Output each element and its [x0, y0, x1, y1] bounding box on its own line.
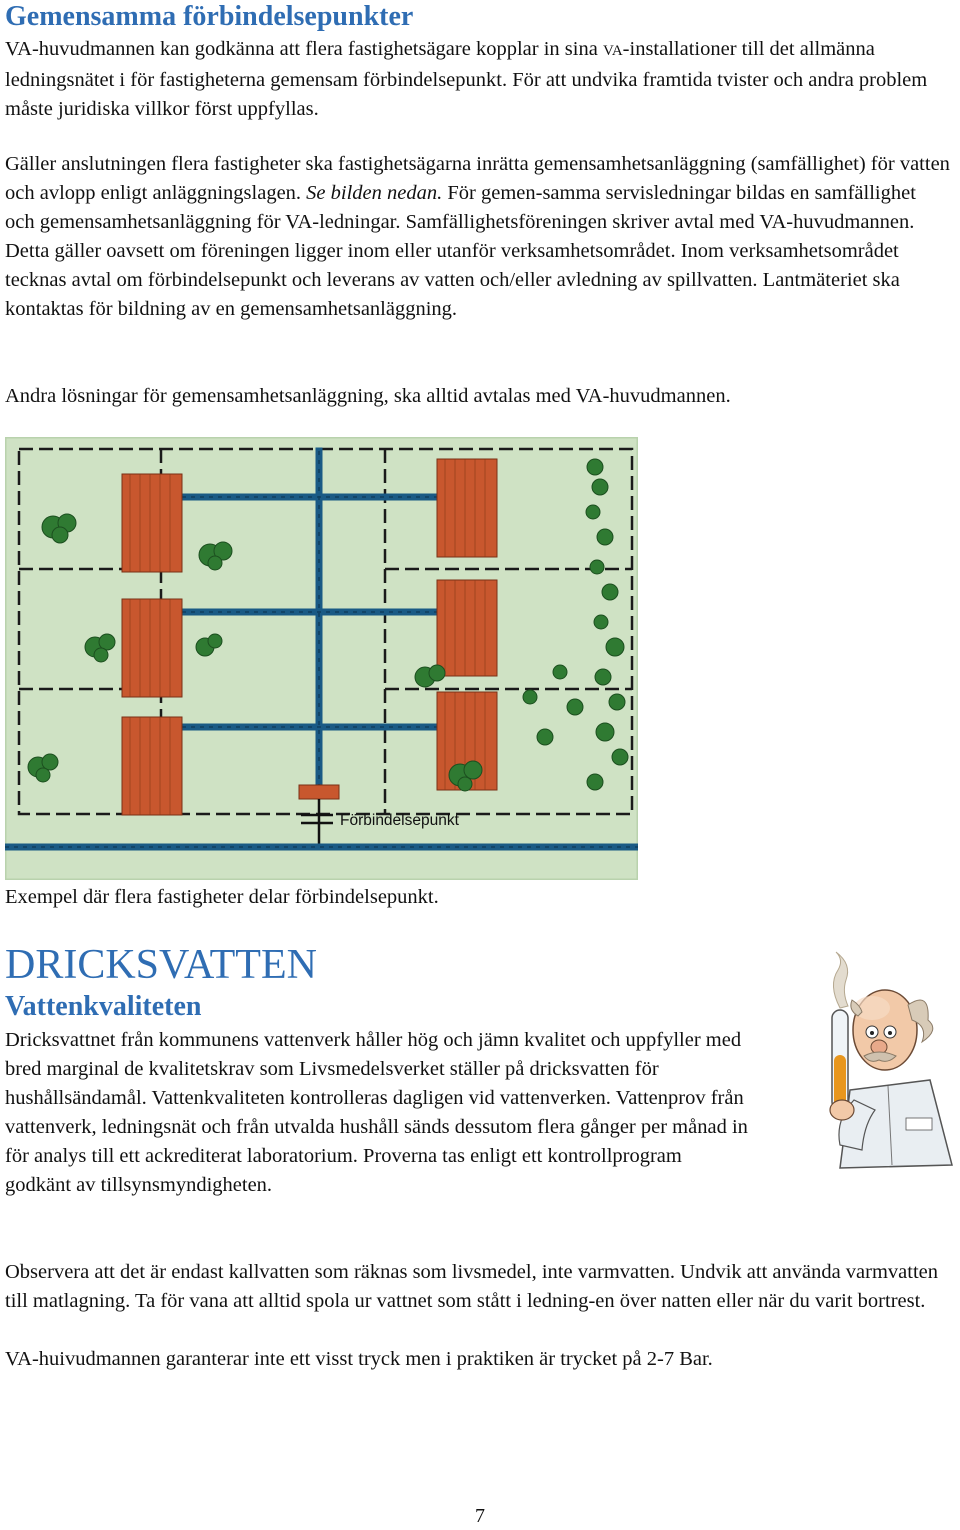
- page-number: 7: [475, 1505, 485, 1527]
- section-subtitle: Vattenkvaliteten: [5, 991, 202, 1022]
- shared-connection-diagram: [5, 437, 638, 880]
- samfallighet-paragraph: Gäller anslutningen flera fastigheter ska fastighetsägarna inrätta gemensamhetsanläggning (samfällighet) för vatten och avlopp enligt anläggningslagen. Se bilden nedan. För gemen-samma servisledningar bildas en samfällighet och gemensamhetsanläggning för VA-ledningar. Samfällighetsföreningen skriver avtal med VA-huvudmannen. Detta gäller oavsett om föreningen ligger inom eller utanför verksamhetsområdet. Inom verksamhetsområdet tecknas avtal om förbindelsepunkt och leverans av vatten och/eller avledning av spillvatten. Lantmäteriet ska kontaktas för bildning av en gemensamhetsanläggning.: [5, 153, 950, 320]
- other-solutions-paragraph: Andra lösningar för gemensamhetsanläggning, ska alltid avtalas med VA-huvudmannen.: [5, 385, 731, 407]
- water-quality-paragraph: Dricksvattnet från kommunens vattenverk håller hög och jämn kvalitet och uppfyller med bred marginal de kvalitetskrav som Livsmedelsverket ställer på dricksvatten för hushållsändamål. Vattenkvaliteten kontrolleras dagligen vid vattenverken. Vattenprov från vattenverk, ledningsnät och från utvalda hushåll sänds dessutom flera gånger per månad in för analys till ett ackrediterat laboratorium. Proverna tas enligt ett kontrollprogram godkänt av tillsynsmyndigheten.: [5, 1029, 748, 1196]
- scientist-illustration: [780, 950, 955, 1170]
- intro-paragraph: VA-huvudmannen kan godkänna att flera fastighetsägare kopplar in sina VA-installationer till det allmänna ledningsnätet i för fastigheterna gemensam förbindelsepunkt. För att undvika framtida tvister och andra problem måste juridiska villkor först uppfyllas.: [5, 38, 928, 120]
- diagram-caption: Exempel där flera fastigheter delar förbindelsepunkt.: [5, 886, 439, 908]
- section-heading: Gemensamma förbindelsepunkter: [5, 1, 414, 32]
- connection-box: [299, 785, 339, 799]
- section-title: DRICKSVATTEN: [5, 942, 317, 988]
- pressure-paragraph: VA-huivudmannen garanterar inte ett visst tryck men i praktiken är trycket på 2-7 Bar.: [5, 1348, 713, 1370]
- cold-water-paragraph: Observera att det är endast kallvatten som räknas som livsmedel, inte varmvatten. Undvik att använda varmvatten till matlagning. Ta för vana att alltid spola ur vattnet som stått i ledning-en över natten eller när du varit bortrest.: [5, 1261, 939, 1312]
- connection-point-label: Förbindelsepunkt: [340, 812, 459, 829]
